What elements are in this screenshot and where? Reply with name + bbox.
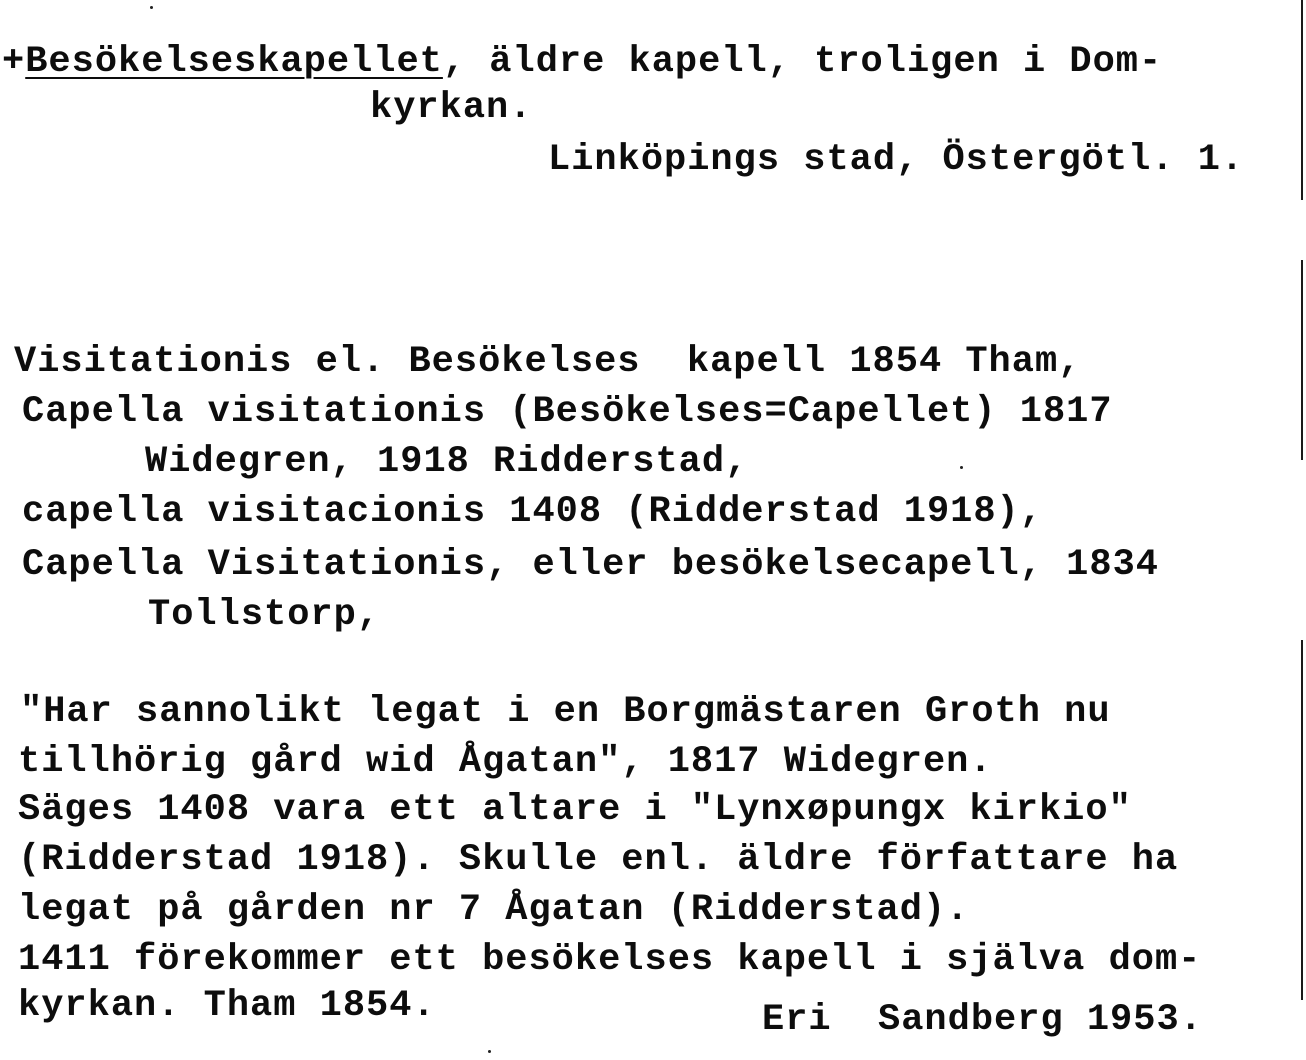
location-line: Linköpings stad, Östergötl. 1.	[548, 139, 1245, 181]
card-edge-line	[1301, 0, 1303, 200]
entry-heading	[2, 40, 1162, 84]
variant-line: capella visitacionis 1408 (Ridderstad 1918),	[22, 491, 1043, 533]
variant-line: Widegren, 1918 Ridderstad,	[145, 441, 749, 483]
card-edge-line	[1301, 640, 1303, 1000]
headword: Besökelseskapellet	[25, 41, 443, 83]
cross-marker: +	[2, 41, 26, 83]
card-edge-line	[1301, 260, 1303, 460]
note-line: (Ridderstad 1918). Skulle enl. äldre författare ha	[18, 839, 1179, 881]
note-line: kyrkan. Tham 1854.	[18, 985, 436, 1027]
variant-line: Capella visitationis (Besökelses=Capellet) 1817	[22, 391, 1113, 433]
scan-speck	[960, 466, 963, 469]
heading-continuation: kyrkan.	[370, 87, 533, 129]
scan-speck	[150, 6, 153, 9]
note-line: "Har sannolikt legat i en Borgmästaren Groth nu	[20, 691, 1111, 733]
note-line: tillhörig gård wid Ågatan", 1817 Widegren.	[18, 741, 993, 783]
scan-speck	[488, 1050, 491, 1053]
variant-line: Capella Visitationis, eller besökelsecapell, 1834	[22, 544, 1159, 586]
variant-line: Visitationis el. Besökelses kapell 1854 Tham,	[14, 341, 1082, 383]
note-line: legat på gården nr 7 Ågatan (Ridderstad).	[18, 889, 970, 931]
heading-description: , äldre kapell, troligen i Dom-	[442, 41, 1163, 83]
note-line: Säges 1408 vara ett altare i "Lynxøpungx kirkio"	[18, 789, 1132, 831]
note-line: 1411 förekommer ett besökelses kapell i själva dom-	[18, 939, 1202, 981]
variant-line: Tollstorp,	[148, 594, 381, 636]
signature: Eri Sandberg 1953.	[762, 999, 1203, 1041]
